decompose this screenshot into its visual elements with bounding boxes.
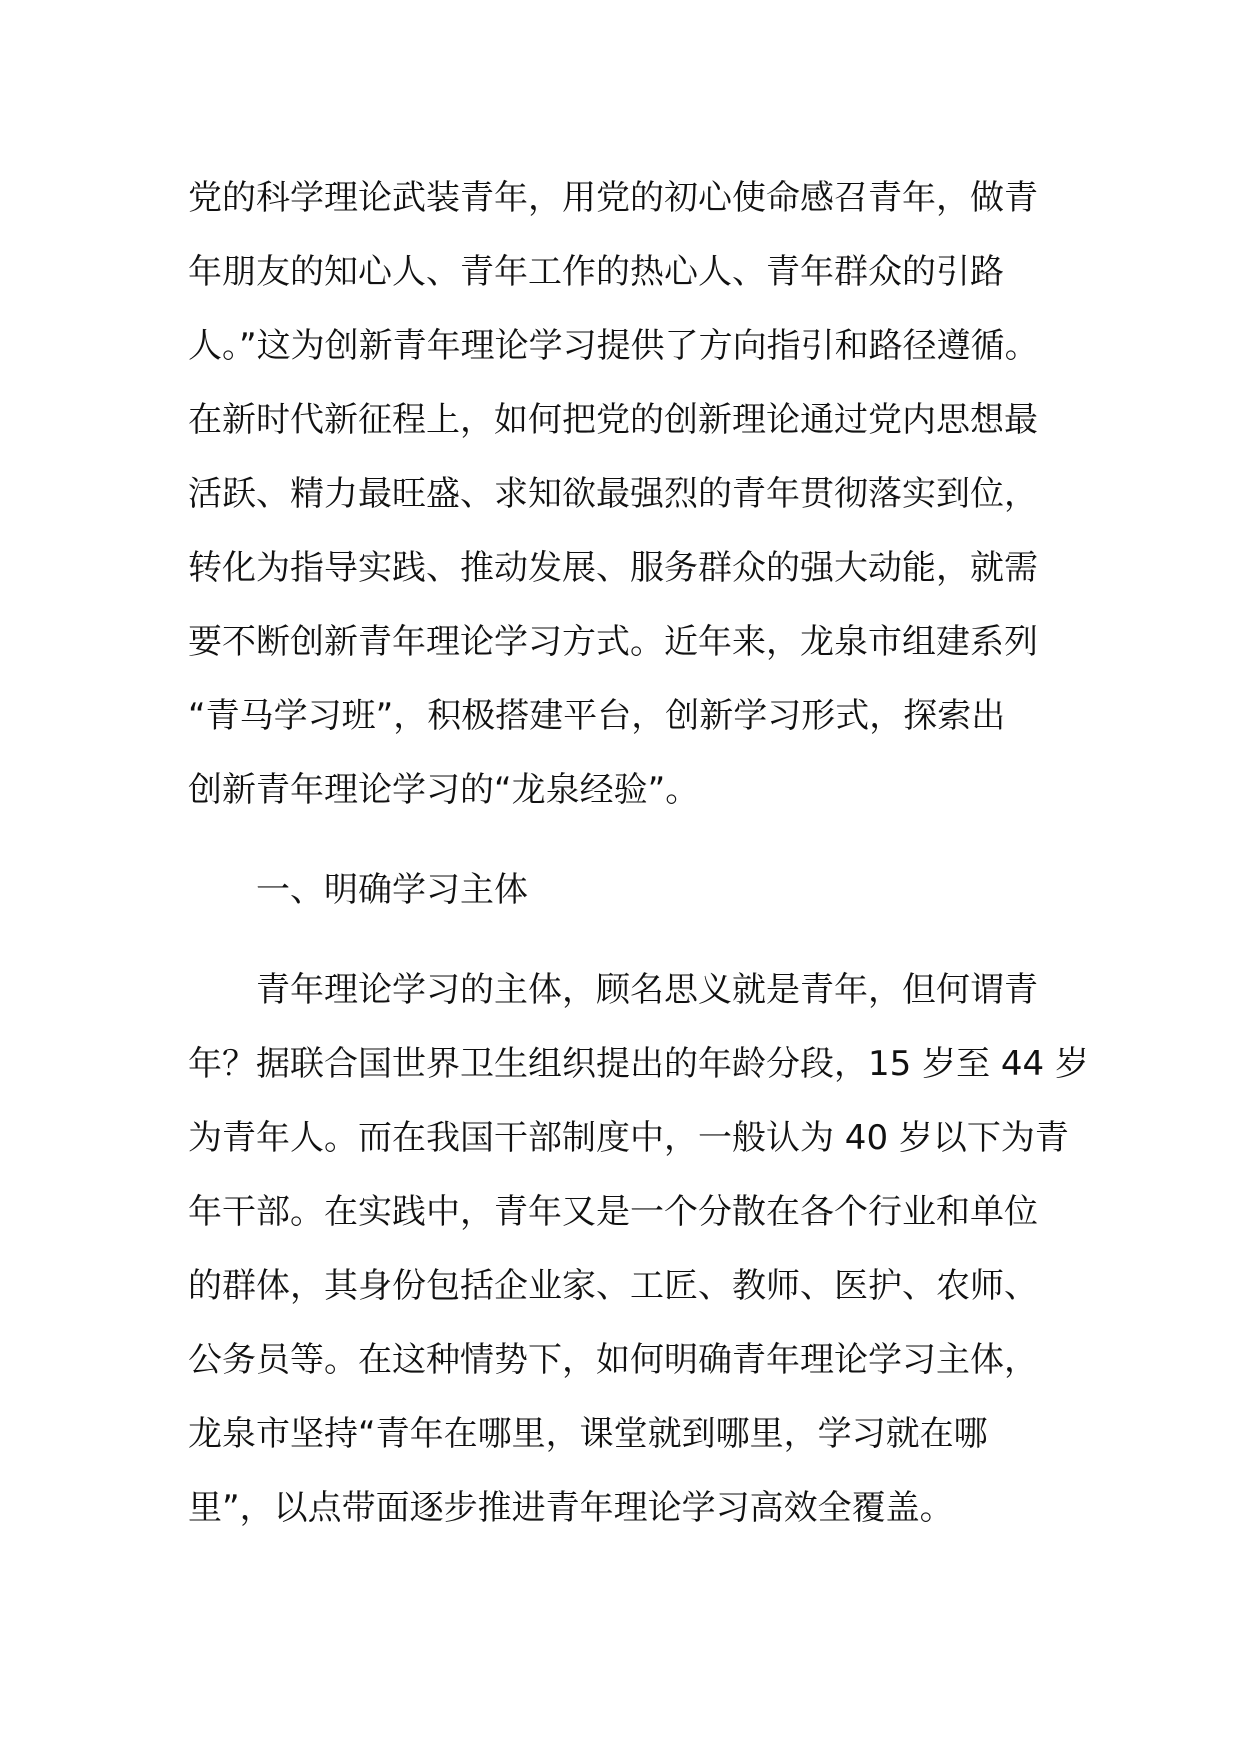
paragraph-1-line-8: “青马学习班”，积极搭建平台，创新学习形式，探索出	[188, 696, 1006, 736]
paragraph-2-line-6: 公务员等。在这种情势下，如何明确青年理论学习主体，	[188, 1340, 1038, 1380]
paragraph-2-line-4: 年干部。在实践中，青年又是一个分散在各个行业和单位	[188, 1192, 1038, 1232]
paragraph-1-line-7: 要不断创新青年理论学习方式。近年来，龙泉市组建系列	[188, 622, 1038, 662]
paragraph-2-line-5: 的群体，其身份包括企业家、工匠、教师、医护、农师、	[188, 1266, 1038, 1306]
paragraph-1-line-4: 在新时代新征程上，如何把党的创新理论通过党内思想最	[188, 400, 1038, 440]
paragraph-2-line-3: 为青年人。而在我国干部制度中，一般认为 40 岁以下为青	[188, 1118, 1069, 1158]
paragraph-1-line-6: 转化为指导实践、推动发展、服务群众的强大动能，就需	[188, 548, 1038, 588]
paragraph-1-line-5: 活跃、精力最旺盛、求知欲最强烈的青年贯彻落实到位，	[188, 474, 1038, 514]
paragraph-1-line-2: 年朋友的知心人、青年工作的热心人、青年群众的引路	[188, 252, 1004, 292]
paragraph-2-line-8: 里”，以点带面逐步推进青年理论学习高效全覆盖。	[188, 1488, 954, 1528]
paragraph-1-line-9: 创新青年理论学习的“龙泉经验”。	[188, 770, 700, 810]
paragraph-1-line-1: 党的科学理论武装青年，用党的初心使命感召青年，做青	[188, 178, 1038, 218]
paragraph-2-line-7: 龙泉市坚持“青年在哪里，课堂就到哪里，学习就在哪	[188, 1414, 988, 1454]
paragraph-2-line-1: 青年理论学习的主体，顾名思义就是青年，但何谓青	[256, 970, 1038, 1010]
section-heading: 一、明确学习主体	[256, 870, 528, 910]
paragraph-2-line-2: 年？据联合国世界卫生组织提出的年龄分段，15 岁至 44 岁	[188, 1044, 1089, 1084]
paragraph-1-line-3: 人。”这为创新青年理论学习提供了方向指引和路径遵循。	[188, 326, 1039, 366]
